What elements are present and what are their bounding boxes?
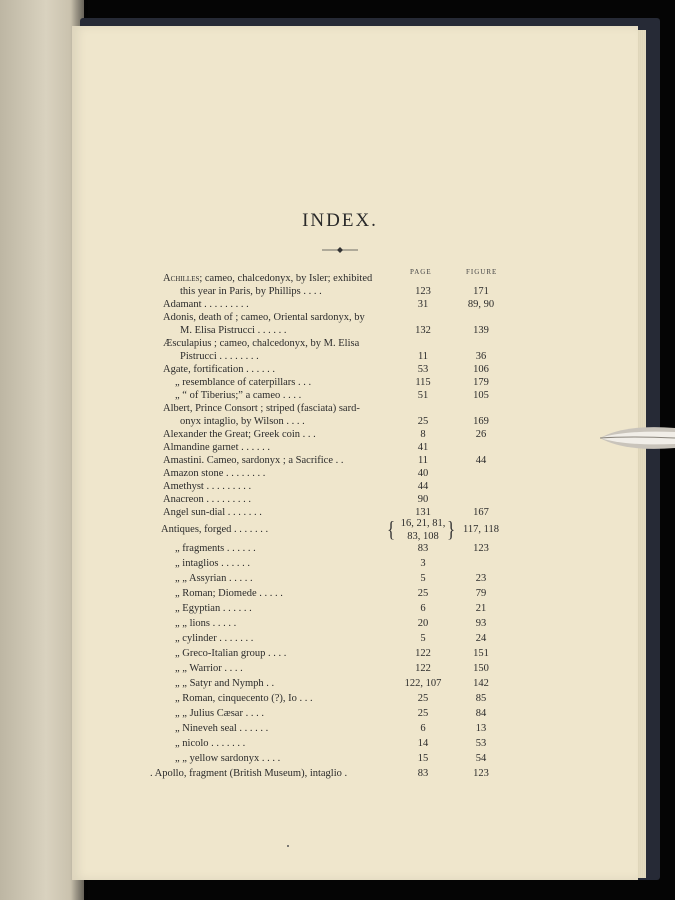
page-number: 44 (417, 481, 429, 492)
index-entry (0, 364, 640, 378)
figure-number: 44 (475, 455, 487, 466)
page-mark (287, 845, 289, 847)
page-number: 31 (417, 299, 429, 310)
index-entry (0, 633, 640, 647)
entry-text (175, 663, 243, 674)
index-entry (0, 768, 640, 782)
page-number: 25 (417, 693, 429, 704)
entry-text (161, 524, 268, 535)
index-entry (0, 455, 640, 469)
index-entry (0, 429, 640, 443)
index-entry (0, 468, 640, 482)
figure-number: 89, 90 (467, 299, 495, 310)
figure-number: 23 (475, 573, 487, 584)
entry-description: „ „ lions . . . . . (175, 618, 237, 629)
figure-number: 36 (475, 351, 487, 362)
page-number: 123 (415, 286, 431, 297)
page-number: 122 (415, 648, 431, 659)
left-brace-icon: { (387, 517, 396, 542)
entry-description: ; cameo, chalcedonyx, by Isler; exhibited (199, 273, 373, 284)
entry-description: Pistrucci . . . . . . . . (180, 351, 259, 362)
figure-column-header: FIGURE (466, 268, 498, 276)
page-column-header: PAGE (410, 268, 432, 276)
entry-description: Angel sun-dial . . . . . . . (163, 507, 262, 518)
index-entry (0, 416, 640, 430)
page-number: 6 (420, 603, 426, 614)
page-number-continued: 83, 108 (407, 531, 439, 542)
figure-number: 84 (475, 708, 487, 719)
title-ornament-icon (322, 245, 358, 255)
index-entry (0, 543, 640, 557)
index-entry (0, 603, 640, 617)
figure-number: 117, 118 (463, 524, 499, 535)
entry-text (163, 468, 265, 479)
figure-number: 24 (475, 633, 487, 644)
entry-text (175, 618, 236, 629)
entry-text (175, 648, 286, 659)
entry-description: M. Elisa Pistrucci . . . . . . (180, 325, 287, 336)
figure-number: 151 (473, 648, 489, 659)
entry-description: „ “ of Tiberius;” a cameo . . . . (175, 390, 302, 401)
index-entry (0, 351, 640, 365)
page-number: 6 (420, 723, 426, 734)
entry-text (175, 543, 256, 554)
entry-text (163, 273, 372, 284)
page-number: 83 (417, 543, 429, 554)
entry-text (175, 377, 311, 388)
page-number: 16, 21, 81, (400, 518, 446, 529)
entry-description: „ Egyptian . . . . . . (175, 603, 252, 614)
entry-text (175, 558, 250, 569)
index-entry (0, 442, 640, 456)
figure-number: 142 (473, 678, 489, 689)
entry-description: . Apollo, fragment (British Museum), intaglio . (150, 768, 348, 779)
figure-number: 26 (475, 429, 487, 440)
entry-description: Alexander the Great; Greek coin . . . (163, 429, 316, 440)
index-entry (0, 312, 640, 326)
entry-description: Almandine garnet . . . . . . (163, 442, 271, 453)
entry-description: „ Roman; Diomede . . . . . (175, 588, 283, 599)
entry-text (163, 429, 316, 440)
entry-description: Adamant . . . . . . . . . (163, 299, 249, 310)
entry-text (175, 633, 253, 644)
entry-text (175, 678, 274, 689)
index-entry (0, 663, 640, 677)
page-number: 131 (415, 507, 431, 518)
entry-text (163, 364, 275, 375)
page-number: 53 (417, 364, 429, 375)
entry-heading: Achilles (163, 273, 200, 284)
page-number: 11 (417, 455, 429, 466)
entry-text (163, 507, 262, 518)
entry-description: Amazon stone . . . . . . . . (163, 468, 266, 479)
entry-text (163, 481, 251, 492)
figure-number: 93 (475, 618, 487, 629)
entry-text (150, 768, 347, 779)
page-number: 122, 107 (404, 678, 442, 689)
page-number: 5 (420, 573, 426, 584)
figure-number: 106 (473, 364, 489, 375)
page-number: 14 (417, 738, 429, 749)
index-entry (0, 299, 640, 313)
page-number: 5 (420, 633, 426, 644)
entry-text (175, 603, 252, 614)
index-entry (0, 738, 640, 752)
entry-text (163, 455, 344, 466)
page-number: 8 (420, 429, 426, 440)
entry-text (180, 416, 305, 427)
entry-text (175, 753, 280, 764)
entry-text (180, 325, 286, 336)
entry-text (180, 286, 322, 297)
index-entry (0, 753, 640, 767)
entry-text (163, 403, 360, 414)
figure-number: 169 (473, 416, 489, 427)
entry-description: „ „ Satyr and Nymph . . (175, 678, 275, 689)
figure-number: 171 (473, 286, 489, 297)
index-entry (0, 494, 640, 508)
entry-text (175, 738, 245, 749)
entry-description: „ resemblance of caterpillars . . . (175, 377, 312, 388)
entry-description: onyx intaglio, by Wilson . . . . (180, 416, 305, 427)
entry-description: „ fragments . . . . . . (175, 543, 256, 554)
entry-description: „ cylinder . . . . . . . (175, 633, 254, 644)
figure-number: 123 (473, 768, 489, 779)
entry-text (163, 299, 249, 310)
index-entry (0, 573, 640, 587)
figure-number: 105 (473, 390, 489, 401)
figure-number: 179 (473, 377, 489, 388)
index-entry (0, 648, 640, 662)
entry-description: Adonis, death of ; cameo, Oriental sardonyx, by (163, 312, 365, 323)
figure-number: 53 (475, 738, 487, 749)
index-entry (0, 723, 640, 737)
index-entry (0, 273, 640, 287)
entry-description: Amastini. Cameo, sardonyx ; a Sacrifice . . (163, 455, 344, 466)
index-entry (0, 377, 640, 391)
page-number: 25 (417, 588, 429, 599)
index-entry (0, 338, 640, 352)
entry-text (175, 573, 253, 584)
entry-description: „ intaglios . . . . . . (175, 558, 250, 569)
entry-description: „ Greco-Italian group . . . . (175, 648, 287, 659)
page-number: 90 (417, 494, 429, 505)
index-entry (0, 618, 640, 632)
entry-text (175, 723, 268, 734)
entry-text (163, 442, 270, 453)
entry-description: „ Nineveh seal . . . . . . (175, 723, 269, 734)
page-number: 41 (417, 442, 429, 453)
entry-description: „ „ Warrior . . . . (175, 663, 243, 674)
entry-description: Albert, Prince Consort ; striped (fasciata) sard- (163, 403, 360, 414)
index-entry (0, 507, 640, 521)
right-brace-icon: } (447, 517, 456, 542)
entry-text (175, 693, 313, 704)
index-entry (0, 286, 640, 300)
entry-description: „ nicolo . . . . . . . (175, 738, 246, 749)
entry-description: Æsculapius ; cameo, chalcedonyx, by M. Elisa (163, 338, 360, 349)
entry-description: Antiques, forged . . . . . . . (161, 524, 269, 535)
page-number: 3 (420, 558, 426, 569)
index-entry (0, 588, 640, 602)
index-entry (0, 403, 640, 417)
entry-text (180, 351, 259, 362)
figure-number: 139 (473, 325, 489, 336)
entry-description: „ „ yellow sardonyx . . . . (175, 753, 281, 764)
entry-text (175, 588, 283, 599)
page-number: 25 (417, 416, 429, 427)
index-entry (0, 693, 640, 707)
entry-text (163, 312, 365, 323)
page-number: 132 (415, 325, 431, 336)
figure-number: 21 (475, 603, 487, 614)
entry-description: „ Roman, cinquecento (?), Io . . . (175, 693, 313, 704)
entry-text (175, 390, 301, 401)
index-title: INDEX. (302, 210, 378, 231)
page-number: 15 (417, 753, 429, 764)
index-entry (0, 517, 640, 542)
page-number: 20 (417, 618, 429, 629)
figure-number: 167 (473, 507, 489, 518)
figure-number: 150 (473, 663, 489, 674)
entry-text (163, 338, 359, 349)
page-number: 40 (417, 468, 429, 479)
entry-description: this year in Paris, by Phillips . . . . (180, 286, 322, 297)
entry-description: „ „ Assyrian . . . . . (175, 573, 253, 584)
figure-number: 85 (475, 693, 487, 704)
index-entry (0, 708, 640, 722)
page-number: 115 (415, 377, 431, 388)
figure-number: 13 (475, 723, 487, 734)
page-number: 25 (417, 708, 429, 719)
entry-text (175, 708, 264, 719)
page-number: 11 (417, 351, 429, 362)
figure-number: 123 (473, 543, 489, 554)
entry-description: Agate, fortification . . . . . . (163, 364, 275, 375)
figure-number: 54 (475, 753, 487, 764)
entry-description: Amethyst . . . . . . . . . (163, 481, 252, 492)
page-number: 83 (417, 768, 429, 779)
page-number: 122 (415, 663, 431, 674)
figure-number: 79 (475, 588, 487, 599)
entry-text (163, 494, 251, 505)
index-entry (0, 678, 640, 692)
entry-description: Anacreon . . . . . . . . . (163, 494, 252, 505)
index-entry (0, 325, 640, 339)
page-number: 51 (417, 390, 429, 401)
index-entry (0, 558, 640, 572)
index-entry (0, 481, 640, 495)
entry-description: „ „ Julius Cæsar . . . . (175, 708, 264, 719)
index-entry (0, 390, 640, 404)
